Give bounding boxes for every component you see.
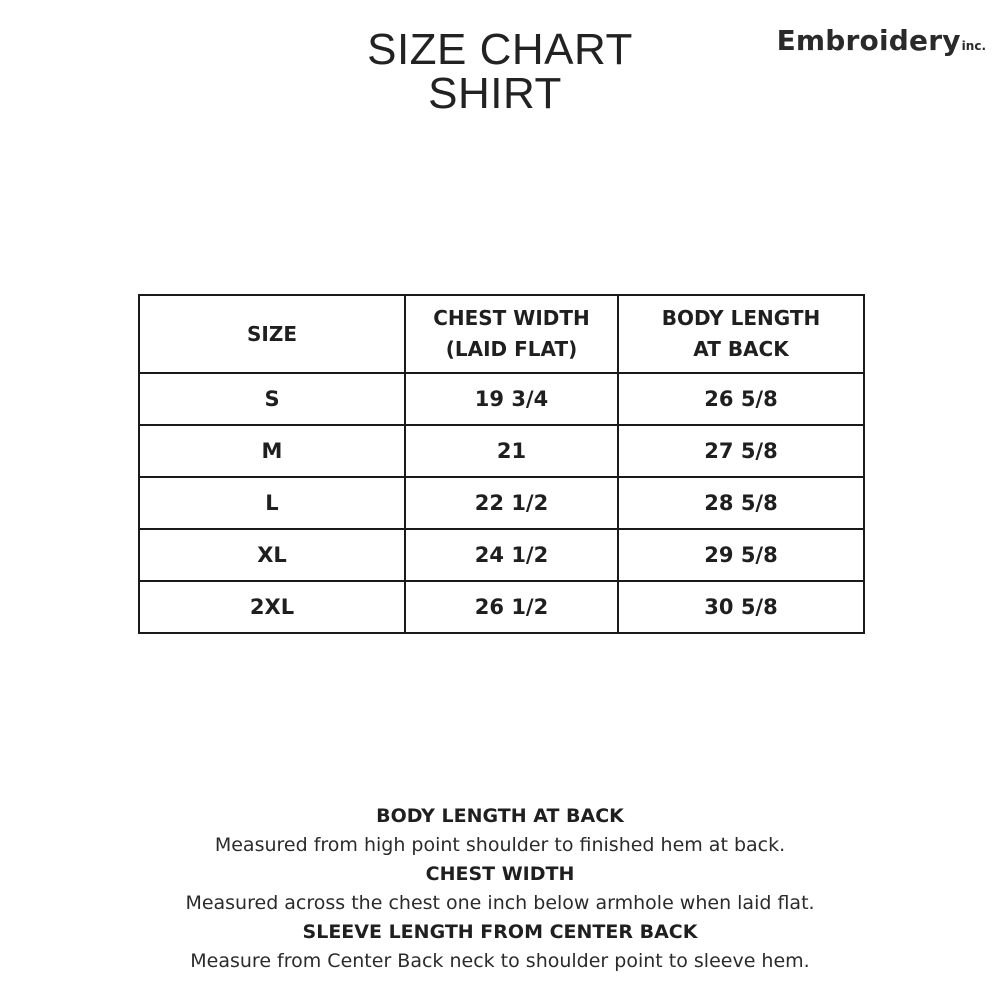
header-body-line1: BODY LENGTH <box>661 306 821 330</box>
table-row <box>139 425 864 477</box>
brand-logo-suffix: inc. <box>961 39 986 53</box>
title-line-size-chart: SIZE CHART <box>367 25 633 74</box>
cell-size: M <box>139 425 405 477</box>
table-row <box>139 581 864 633</box>
table-row <box>139 477 864 529</box>
column-header-body-length <box>618 295 864 373</box>
table-row <box>139 529 864 581</box>
measurement-notes <box>0 802 1000 976</box>
cell-size: 2XL <box>139 581 405 633</box>
cell-chest-width: 21 <box>405 425 618 477</box>
table-row <box>139 373 864 425</box>
table-header-row <box>139 295 864 373</box>
note-title-body-length: BODY LENGTH AT BACK <box>376 805 624 827</box>
cell-size: XL <box>139 529 405 581</box>
cell-chest-width: 26 1/2 <box>405 581 618 633</box>
column-header-size <box>139 295 405 373</box>
note-text-chest-width: Measured across the chest one inch below armhole when laid flat. <box>185 892 815 914</box>
header-chest-line2: (LAID FLAT) <box>445 337 578 361</box>
note-title-sleeve-length: SLEEVE LENGTH FROM CENTER BACK <box>302 921 698 943</box>
brand-logo <box>777 24 986 57</box>
header-chest-line1: CHEST WIDTH <box>433 306 590 330</box>
brand-logo-word: Embroidery <box>776 24 961 57</box>
header-body-line2: AT BACK <box>693 337 789 361</box>
cell-body-length: 29 5/8 <box>618 529 864 581</box>
cell-size: L <box>139 477 405 529</box>
cell-size: S <box>139 373 405 425</box>
cell-chest-width: 19 3/4 <box>405 373 618 425</box>
title-line-shirt: SHIRT <box>428 69 562 118</box>
header-size-line1: SIZE <box>246 321 297 346</box>
cell-body-length: 28 5/8 <box>618 477 864 529</box>
cell-chest-width: 22 1/2 <box>405 477 618 529</box>
cell-body-length: 26 5/8 <box>618 373 864 425</box>
cell-body-length: 27 5/8 <box>618 425 864 477</box>
note-text-body-length: Measured from high point shoulder to finished hem at back. <box>214 834 786 856</box>
cell-chest-width: 24 1/2 <box>405 529 618 581</box>
cell-body-length: 30 5/8 <box>618 581 864 633</box>
size-chart-table <box>138 294 865 634</box>
note-title-chest-width: CHEST WIDTH <box>425 863 575 885</box>
note-text-sleeve-length: Measure from Center Back neck to shoulder point to sleeve hem. <box>190 950 810 972</box>
column-header-chest-width <box>405 295 618 373</box>
